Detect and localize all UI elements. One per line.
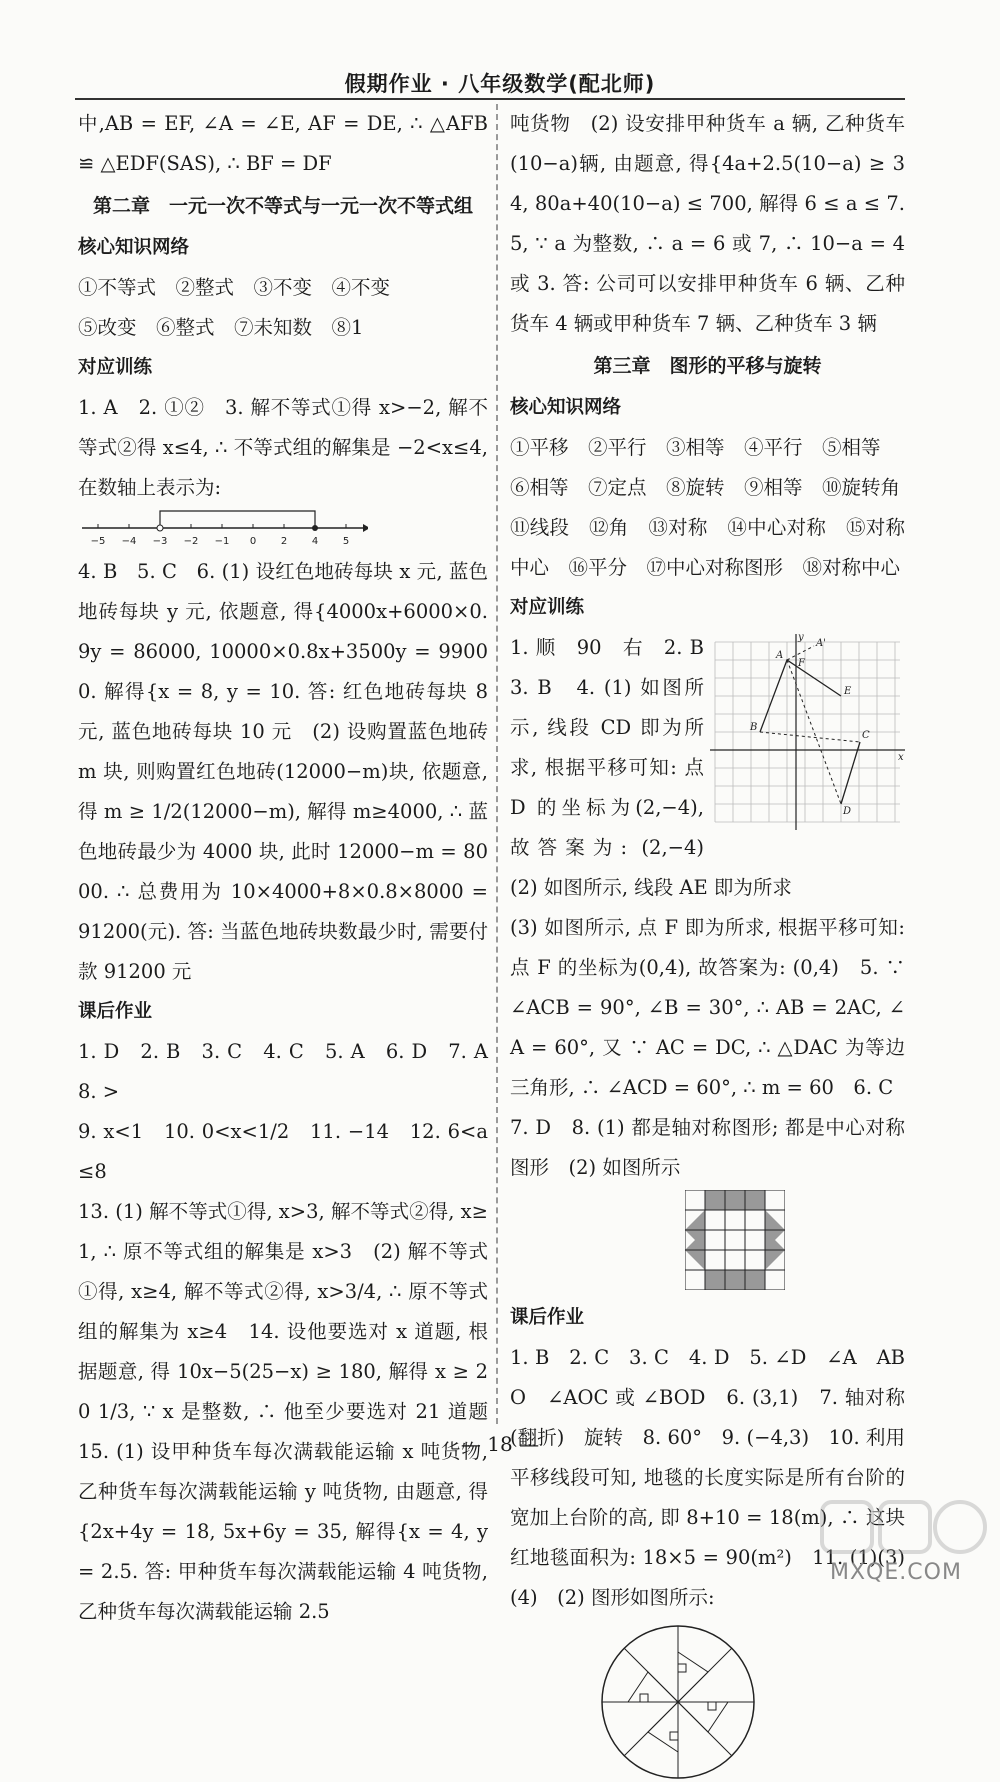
training-q4-6: 4. B 5. C 6. (1) 设红色地砖每块 x 元, 蓝色地砖每块 y 元, 依题意, 得{4000x+6000×0.9y = 86000, 10000×0.8x+3500y = 99000. 解得{x = 8, y = 10. 答: 红色地砖每块 8 元, 蓝色地砖每块 10 元 (2) 设购置蓝色地砖 m 块, 则购置红色地砖(12000−m)块, 依题意, 得 m ≥ 1/2(12000−m), 解得 m≥4000, ∴ 蓝色地砖最少为 4000 块, 此时 12000−m = 8000. ∴ 总费用为 10×4000+8×0.8×8000 = 91200(元). 答: 当蓝色地砖块数最少时, 需要付款 91200 元 (78, 560, 488, 983)
right-paragraph-1: 吨货物 (2) 设安排甲种货车 a 辆, 乙种货车(10−a)辆, 由题意, 得{4a+2.5(10−a) ≥ 34, 80a+40(10−a) ≤ 700, 解得 6 ≤ a ≤ 7.5, ∵ a 为整数, ∴ a = 6 或 7, ∴ 10−a = 4 或 3. 答: 公司可以安排甲种货车 6 辆、乙种货车 4 辆或甲种货车 7 辆、乙种货车 3 辆 (510, 112, 905, 335)
homework-answers-2: 9. x<1 10. 0<x<1/2 11. −14 12. 6<a≤8 (78, 1120, 488, 1183)
chapter-3-title: 第三章 图形的平移与旋转 (593, 355, 822, 377)
svg-text:B: B (750, 722, 758, 733)
svg-text:−2: −2 (183, 536, 199, 547)
section-training-3: 对应训练 (510, 597, 585, 618)
svg-text:4: 4 (311, 536, 319, 547)
svg-text:A: A (776, 650, 784, 661)
svg-text:E: E (844, 686, 852, 697)
column-divider (496, 104, 498, 1424)
homework-q13-15: 13. (1) 解不等式①得, x>3, 解不等式②得, x≥1, ∴ 原不等式组的解集是 x>3 (2) 解不等式①得, x≥4, 解不等式②得, x>3/4, ∴ 原不等式组的解集为 x≥4 14. 设他要选对 x 道题, 根据题意, 得 10x−5(25−x) ≥ 180, 解得 x ≥ 20 1/3, ∵ x 是整数, ∴ 他至少要选对 21 道题 15. (1) 设甲种货车每次满载能运输 x 吨货物, 乙种货车每次满载能运输 y 吨货物, 由题意, 得{2x+4y = 18, 5x+6y = 35, 解得{x = 4, y = 2.5. 答: 甲种货车每次满载能运输 4 吨货物, 乙种货车每次满载能运输 2.5 (78, 1200, 508, 1623)
svg-text:C: C (862, 730, 870, 741)
section-training: 对应训练 (78, 357, 153, 378)
svg-text:−5: −5 (90, 536, 106, 547)
svg-text:5: 5 (342, 536, 350, 547)
section-core-knowledge: 核心知识网络 (78, 237, 190, 258)
chapter-2-title: 第二章 一元一次不等式与一元一次不等式组 (92, 195, 473, 217)
knowledge3-line-3: ⑪线段 ⑫角 ⑬对称 ⑭中心对称 ⑮对称中心 ⑯平分 ⑰中心对称图形 ⑱对称中心 (510, 516, 905, 579)
svg-text:−1: −1 (214, 536, 230, 547)
section-homework: 课后作业 (78, 1001, 153, 1022)
svg-text:−3: −3 (152, 536, 168, 547)
homework3-answers: 1. B 2. C 3. C 4. D 5. ∠D ∠A AB O ∠AOC 或 ∠BOD 6. (3,1) 7. 轴对称(翻折) 旋转 8. 60° 9. (−4,3) 10. 利用平移线段可知, 地毯的长度实际是所有台阶的宽加上台阶的高, 即 8+10 = 18(m), ∴ 这块红地毯面积为: 18×5 = 90(m²) 11. (1)(3)(4) (2) 图形如图所示: (510, 1346, 925, 1609)
training3-q1-4: 1. 顺 90 右 2. B 3. B 4. (1) 如图所示, 线段 CD 即为所求, 根据平移可知: 点 D 的坐标为(2,−4), 故答案为: (2,−4) (2) 如图所示, 线段 AE 即为所求 (510, 636, 792, 899)
coordinate-grid-figure (710, 632, 905, 832)
svg-text:A': A' (816, 638, 826, 649)
svg-text:D: D (843, 806, 852, 817)
homework-answers-1: 1. D 2. B 3. C 4. C 5. A 6. D 7. A 8. > (78, 1040, 508, 1103)
svg-text:0: 0 (249, 536, 257, 547)
header-rule (75, 98, 905, 100)
circle-pattern-figure (598, 1622, 758, 1782)
svg-text:F: F (798, 658, 805, 669)
knowledge3-line-1: ①平移 ②平行 ③相等 ④平行 ⑤相等 (510, 436, 881, 459)
training3-q7-8: 7. D 8. (1) 都是轴对称图形; 都是中心对称图形 (2) 如图所示 (510, 1116, 905, 1179)
svg-text:y: y (798, 632, 804, 643)
section-core-knowledge-3: 核心知识网络 (510, 397, 622, 418)
left-paragraph-1: 中,AB = EF, ∠A = ∠E, AF = DE, ∴ △AFB ≌ △EDF(SAS), ∴ BF = DF (78, 112, 488, 175)
number-line-figure (78, 508, 368, 552)
training3-q4-6: (3) 如图所示, 点 F 即为所求, 根据平移可知: 点 F 的坐标为(0,4), 故答案为: (0,4) 5. ∵ ∠ACB = 90°, ∠B = 30°, ∴ AB = 2AC, ∠A = 60°, 又 ∵ AC = DC, ∴ △DAC 为等边三角形, ∴ ∠ACD = 60°, ∴ m = 60 6. C (510, 916, 905, 1099)
training-q1-3: 1. A 2. ①② 3. 解不等式①得 x>−2, 解不等式②得 x≤4, ∴ 不等式组的解集是 −2<x≤4, 在数轴上表示为: (78, 396, 488, 499)
page-header: 假期作业 · 八年级数学(配北师) (344, 72, 656, 96)
knowledge3-line-2: ⑥相等 ⑦定点 ⑧旋转 ⑨相等 ⑩旋转角 (510, 476, 901, 499)
knowledge-line-2: ⑤改变 ⑥整式 ⑦未知数 ⑧1 (78, 316, 364, 339)
page-number: — 18 — (460, 1432, 540, 1456)
symmetric-pattern-figure (685, 1190, 785, 1290)
svg-text:−4: −4 (121, 536, 137, 547)
svg-text:2: 2 (280, 536, 288, 547)
watermark-text: MXQE.COM (830, 1560, 962, 1585)
knowledge-line-1: ①不等式 ②整式 ③不变 ④不变 (78, 276, 391, 299)
section-homework-3: 课后作业 (510, 1307, 585, 1328)
left-column (78, 104, 508, 1632)
svg-text:x: x (898, 752, 904, 763)
